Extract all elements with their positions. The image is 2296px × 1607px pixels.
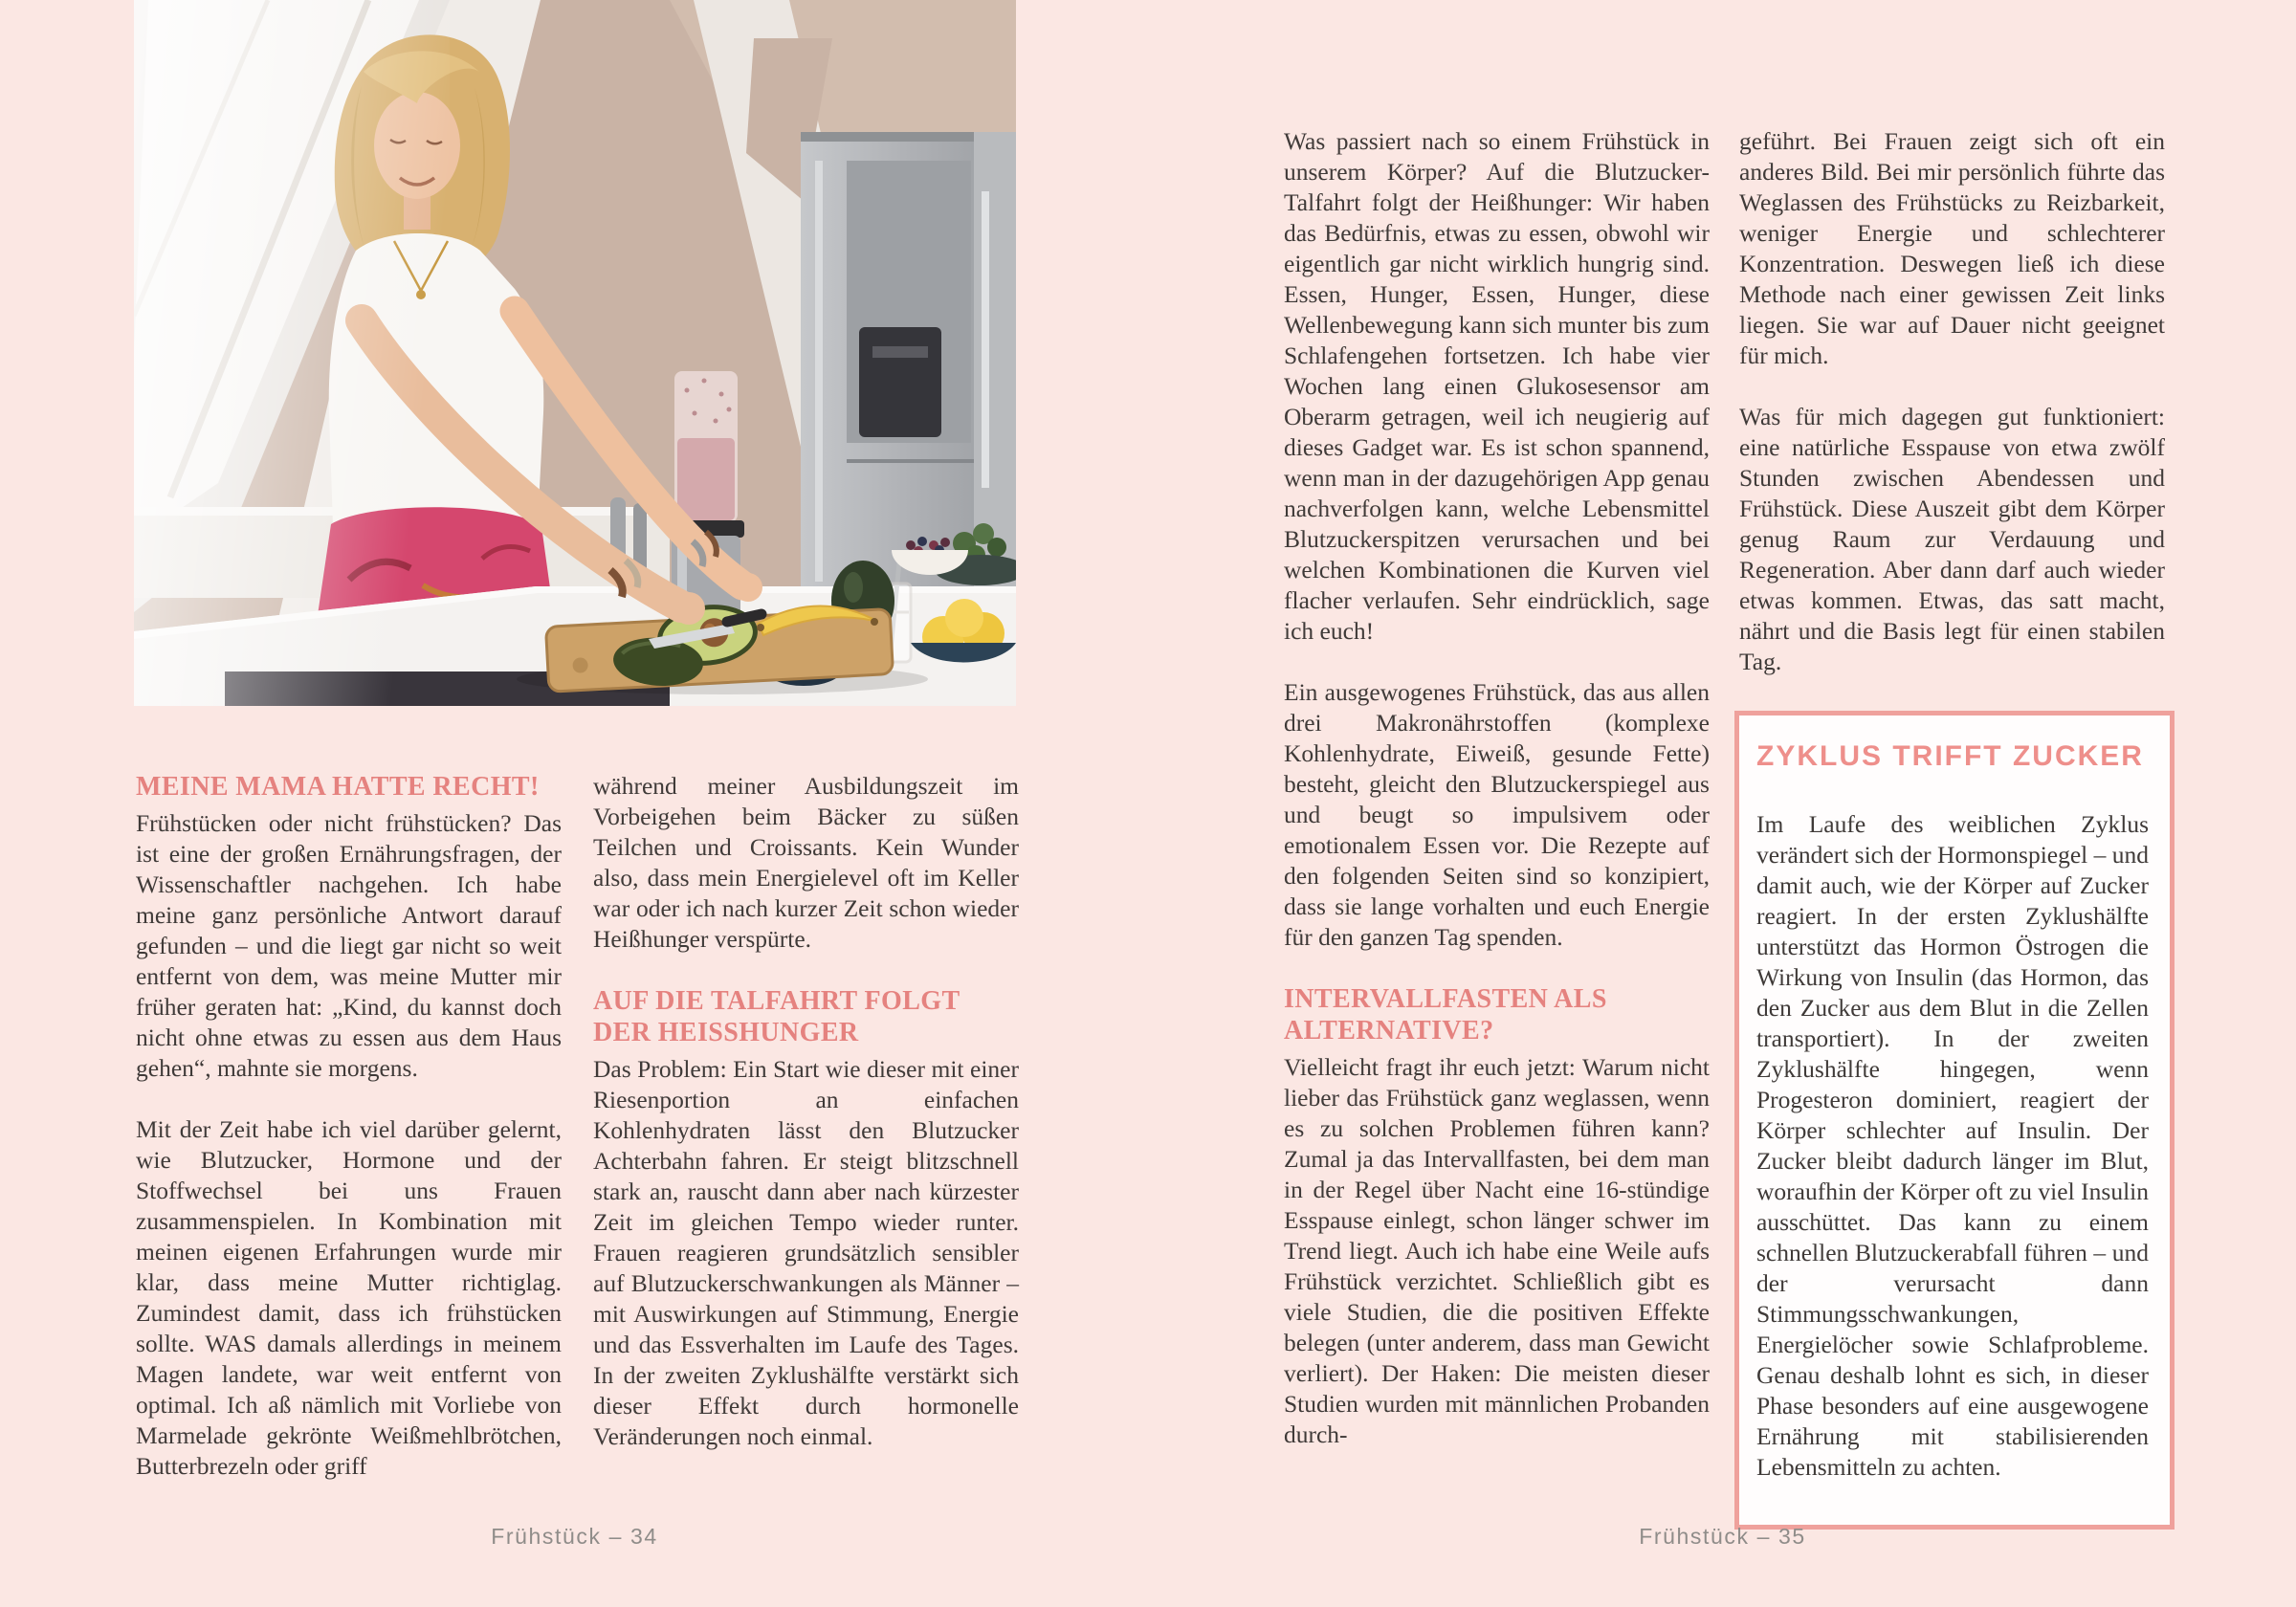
paragraph: während meiner Ausbildungszeit im Vorbeigehen beim Bäcker zu süßen Teilchen und Croissants. Kein Wunder also, dass mein Energielevel oft im Keller war oder ich nach kurzer Zeit schon wieder Heißhunger verspürte. xyxy=(593,772,1019,953)
banana-tip xyxy=(871,618,878,626)
zyklus-info-box xyxy=(1734,711,2175,1530)
right-page-column-1 xyxy=(1284,126,1710,1450)
info-box-text: Im Laufe des weiblichen Zyklus verändert sich der Hormonspiegel – und damit auch, wie der Körper auf Zucker reagiert. In der ersten Zyklushälfte unterstützt das Hormon Östrogen die Wirkung von Insulin (das Hormon, das den Zucker aus dem Blut in die Zellen transportiert). In der zweiten Zyklushälfte hingegen, wenn Progesteron dominiert, reagiert der Körper schlechter auf Insulin. Der Zucker bleibt dadurch länger im Blut, woraufhin der Körper oft zu viel Insulin ausschüttet. Das kann zu einem schnellen Blutzuckerabfall führen – und der verursacht dann Stimmungsschwankungen, Energielöcher sowie Schlafprobleme. Genau deshalb lohnt es sich, in dieser Phase besonders auf eine ausgewogene Ernährung mit stabilisierenden Lebensmitteln zu achten. xyxy=(1756,810,2150,1481)
paragraph: Mit der Zeit habe ich viel darüber gelernt, wie Blutzucker, Hormone und der Stoffwechsel bei uns Frauen zusammenspielen. In Kombination mit meinen eigenen Erfahrungen wurde mir klar, dass meine Mutter richtiglag. Zumindest damit, dass ich frühstücken sollte. WAS damals allerdings in meinem Magen landete, war weit entfernt von optimal. Ich aß nämlich mit Vorliebe von Marmelade gekrönte Weißmehlbrötchen, Butterbrezeln oder griff xyxy=(136,1115,562,1480)
fridge-dispenser xyxy=(859,327,941,437)
kitchen-photo-illustration xyxy=(134,0,1016,706)
avocado-highlight xyxy=(844,572,863,603)
section-heading-mama: MEINE MAMA HATTE RECHT! xyxy=(136,772,540,802)
page-footer-left: Frühstück – 34 xyxy=(491,1524,658,1549)
paragraph: Was für mich dagegen gut funktioniert: eine natürliche Esspause von etwa zwölf Stunden zwischen Abendessen und Frühstück. Diese Auszeit gibt dem Körper genug Raum zur Verdauung und Regeneration. Aber dann darf auch wieder etwas kommen. Etwas, das satt macht, nährt und die Basis legt für einen stabilen Tag. xyxy=(1739,403,2165,675)
paragraph: Das Problem: Ein Start wie dieser mit einer Riesenportion an einfachen Kohlenhydraten lässt den Blutzucker Achterbahn fahren. Er steigt blitzschnell stark an, rauscht dann aber nach kürzester Zeit im gleichen Tempo wieder runter. Frauen reagieren grundsätzlich sensibler auf Blutzuckerschwankungen als Männer – mit Auswirkungen auf Stimmung, Energie und das Essverhalten im Laufe des Tages. In der zweiten Zyklushälfte verstärkt sich dieser Effekt durch hormonelle Veränderungen noch einmal. xyxy=(593,1055,1019,1450)
info-box-heading: ZYKLUS TRIFFT ZUCKER xyxy=(1756,740,2144,772)
left-page-column-1 xyxy=(136,771,562,1482)
paragraph: geführt. Bei Frauen zeigt sich oft ein anderes Bild. Bei mir persönlich führte das Weglassen des Frühstücks zu Reizbarkeit, weniger Energie und schlechterer Konzentration. Deswegen ließ ich diese Methode nach einer gewissen Zeit links liegen. Sie war auf Dauer nicht geeignet für mich. xyxy=(1739,127,2165,369)
kitchen-photo xyxy=(134,0,1016,706)
smoothie xyxy=(677,438,735,520)
left-page-column-2 xyxy=(593,771,1019,1452)
paragraph: Was passiert nach so einem Frühstück in unserem Körper? Auf die Blutzucker-Talfahrt folgt der Heißhunger: Wir haben das Bedürfnis, etwas zu essen, obwohl wir eigentlich gar nicht wirklich hungrig sind. Essen, Hunger, Essen, Hunger, diese Wellenbewegung kann sich munter bis zum Schlafengehen fortsetzen. Ich habe vier Wochen lang einen Glukosesensor am Oberarm getragen, weil ich neugierig auf dieses Gadget war. Es ist schon spannend, wenn man in der dazugehörigen App genau nachverfolgen kann, welche Lebensmittel Blutzuckerspitzen verursachen und bei welchen Kombinationen die Kurven viel flacher verlaufen. Sehr eindrücklich, sage ich euch! xyxy=(1284,127,1710,645)
right-hand xyxy=(673,592,705,625)
banana-tip xyxy=(757,624,764,631)
right-page-column-2 xyxy=(1739,126,2165,1530)
paragraph: Vielleicht fragt ihr euch jetzt: Warum nicht lieber das Frühstück ganz weglassen, wenn es zu solchen Problemen führen kann? Zumal ja das Intervallfasten, bei dem man in der Regel über Nacht eine 16-stündige Esspause einlegt, schon länger schwer im Trend liegt. Auch ich habe eine Weile aufs Frühstück verzichtet. Schließlich gibt es viele Studien, die die positiven Effekte belegen (unter anderem, dass man Gewicht verliert). Der Haken: Die meisten dieser Studien wurden mit männlichen Probanden durch- xyxy=(1284,1053,1710,1448)
knife-handle xyxy=(727,614,762,622)
paragraph: Frühstücken oder nicht frühstücken? Das ist eine der großen Ernährungsfragen, der Wissenschaftler nachgehen. Ich habe meine ganz persönliche Antwort darauf gefunden – und die liegt gar nicht so weit entfernt von dem, was meine Mutter mir früher geraten hat: „Kind, du kannst doch nicht ohne etwas zu essen aus dem Haus gehen“, mahnte sie morgens. xyxy=(136,809,562,1082)
section-heading-talfahrt: AUF DIE TALFAHRT FOLGT DER HEISSHUNGER xyxy=(593,986,960,1047)
light-overlay xyxy=(134,0,450,706)
left-hand xyxy=(734,573,762,602)
page-footer-right: Frühstück – 35 xyxy=(1639,1524,1806,1549)
paragraph: Ein ausgewogenes Frühstück, das aus allen drei Makronährstoffen (komplexe Kohlenhydrate, Eiweiß, gesunde Fette) besteht, gleicht den Blutzuckerspiegel aus und beugt so impulsivem oder emotionalem Essen vor. Die Rezepte auf den folgenden Seiten sind so konzipiert, dass sie lange vorhalten und euch Energie für den ganzen Tag spenden. xyxy=(1284,678,1710,951)
section-heading-intervallfasten: INTERVALLFASTEN ALS ALTERNATIVE? xyxy=(1284,984,1607,1046)
